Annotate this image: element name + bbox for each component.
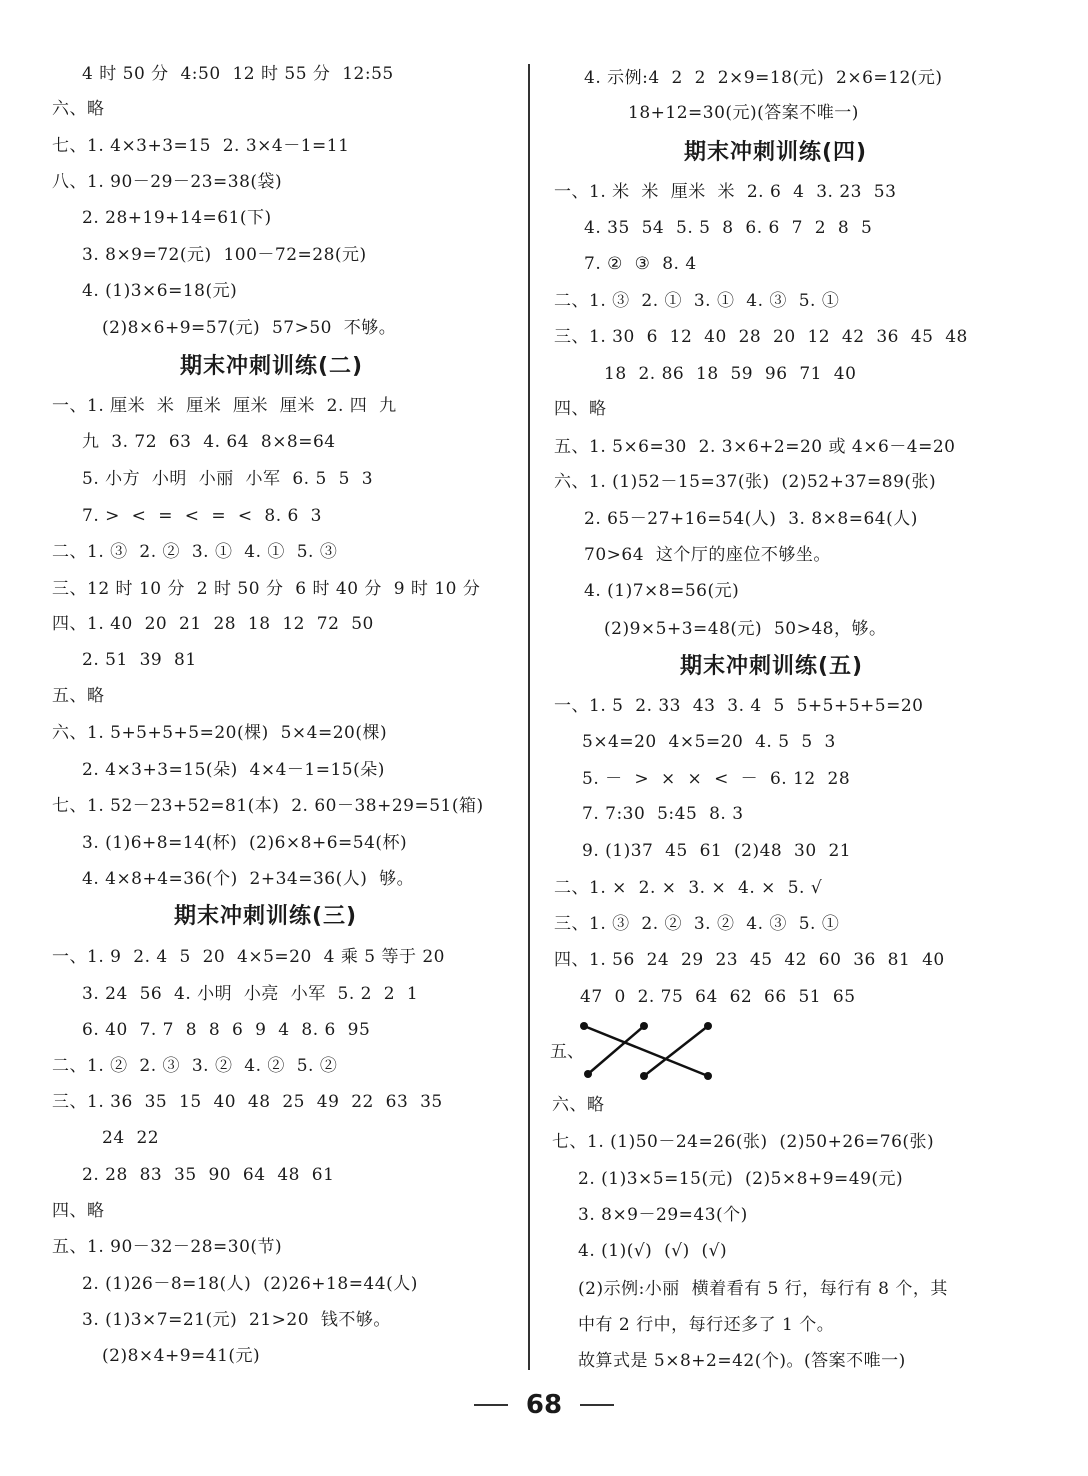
section-heading: 期末冲刺训练(三)	[174, 904, 358, 929]
answer-line: 四、1. 40 20 21 28 18 12 72 50	[52, 614, 374, 634]
answer-line: 一、1. 5 2. 33 43 3. 4 5 5+5+5+5=20	[554, 696, 924, 716]
answer-line: 4. 35 54 5. 5 8 6. 6 7 2 8 5	[584, 218, 873, 238]
answer-line: 7. 7:30 5:45 8. 3	[582, 804, 744, 824]
answer-line: (2)8×6+9=57(元) 57>50 不够。	[102, 318, 397, 338]
footer-dash	[580, 1404, 614, 1406]
answer-line: 3. 24 56 4. 小明 小亮 小军 5. 2 2 1	[82, 984, 419, 1004]
answer-line: 2. 65－27+16=54(人) 3. 8×8=64(人)	[584, 509, 918, 529]
answer-line: 4. 4×8+4=36(个) 2+34=36(人) 够。	[82, 869, 415, 889]
answer-line: 七、1. 4×3+3=15 2. 3×4－1=11	[52, 136, 350, 156]
answer-line: 中有 2 行中，每行还多了 1 个。	[578, 1315, 835, 1335]
answer-line: 七、1. 52－23+52=81(本) 2. 60－38+29=51(箱)	[52, 796, 484, 816]
answer-line: 一、1. 米 米 厘米 米 2. 6 4 3. 23 53	[554, 182, 897, 202]
match-dot	[704, 1072, 712, 1080]
answer-line: (2)8×4+9=41(元)	[102, 1346, 261, 1366]
page-number: 68	[525, 1390, 563, 1420]
matching-lines-figure	[548, 1018, 728, 1088]
answer-line: 4. (1)7×8=56(元)	[584, 581, 740, 601]
answer-line: 四、略	[52, 1201, 105, 1221]
answer-line: 五、1. 5×6=30 2. 3×6+2=20 或 4×6－4=20	[554, 437, 956, 457]
match-dot	[704, 1022, 712, 1030]
answer-line: 八、1. 90－29－23=38(袋)	[52, 172, 283, 192]
answer-line: 五、1. 90－32－28=30(节)	[52, 1237, 283, 1257]
match-dot	[640, 1072, 648, 1080]
section-heading: 期末冲刺训练(四)	[684, 140, 868, 165]
answer-line: 二、1. × 2. × 3. × 4. × 5. √	[554, 878, 823, 898]
answer-line: 5. 小方 小明 小丽 小军 6. 5 5 3	[82, 469, 374, 489]
section-heading: 期末冲刺训练(五)	[680, 654, 864, 679]
answer-line: 三、1. 30 6 12 40 28 20 12 42 36 45 48	[554, 327, 968, 347]
answer-line: 5. － > × × < － 6. 12 28	[582, 769, 851, 789]
answer-line: 18+12=30(元)(答案不唯一)	[628, 103, 859, 123]
answer-line: 24 22	[102, 1128, 160, 1148]
page-footer	[0, 1390, 1088, 1420]
answer-line: 3. 8×9=72(元) 100－72=28(元)	[82, 245, 367, 265]
answer-line: 7. > < = < = < 8. 6 3	[82, 506, 322, 526]
answer-line: 2. 51 39 81	[82, 650, 197, 670]
answer-line: 4. (1)(√) (√) (√)	[578, 1241, 728, 1261]
answer-line: 六、1. 5+5+5+5=20(棵) 5×4=20(棵)	[52, 723, 388, 743]
footer-dash	[474, 1404, 508, 1406]
answer-line: (2)9×5+3=48(元) 50>48，够。	[604, 619, 887, 639]
match-line	[588, 1026, 644, 1074]
answer-line: 4. 示例:4 2 2 2×9=18(元) 2×6=12(元)	[584, 68, 943, 88]
answer-line: 三、1. ③ 2. ② 3. ② 4. ③ 5. ①	[554, 914, 840, 934]
answer-line: (2)示例:小丽 横着看有 5 行，每行有 8 个，其	[578, 1279, 948, 1299]
match-line	[584, 1026, 708, 1076]
answer-line: 2. (1)3×5=15(元) (2)5×8+9=49(元)	[578, 1169, 904, 1189]
answer-line: 4. (1)3×6=18(元)	[82, 281, 238, 301]
answer-line: 四、1. 56 24 29 23 45 42 60 36 81 40	[554, 950, 945, 970]
answer-line: 6. 40 7. 7 8 8 6 9 4 8. 6 95	[82, 1020, 371, 1040]
match-dot	[640, 1022, 648, 1030]
column-divider	[528, 64, 530, 1370]
answer-line: 六、略	[552, 1095, 605, 1115]
match-dot	[584, 1070, 592, 1078]
answer-line: 一、1. 9 2. 4 5 20 4×5=20 4 乘 5 等于 20	[52, 947, 445, 967]
answer-line: 五、略	[52, 686, 105, 706]
match-dot	[580, 1022, 588, 1030]
answer-line: 3. 8×9－29=43(个)	[578, 1205, 748, 1225]
answer-line: 18 2. 86 18 59 96 71 40	[604, 364, 857, 384]
answer-line: 三、1. 36 35 15 40 48 25 49 22 63 35	[52, 1092, 443, 1112]
answer-line: 9. (1)37 45 61 (2)48 30 21	[582, 841, 852, 861]
answer-line: 4 时 50 分 4:50 12 时 55 分 12:55	[82, 64, 394, 84]
answer-line: 2. 4×3+3=15(朵) 4×4－1=15(朵)	[82, 760, 385, 780]
answer-line: 3. (1)6+8=14(杯) (2)6×8+6=54(杯)	[82, 833, 408, 853]
answer-line: 二、1. ③ 2. ① 3. ① 4. ③ 5. ①	[554, 291, 840, 311]
answer-line: 二、1. ② 2. ③ 3. ② 4. ② 5. ②	[52, 1056, 338, 1076]
answer-line: 47 0 2. 75 64 62 66 51 65	[580, 987, 856, 1007]
answer-line: 六、1. (1)52－15=37(张) (2)52+37=89(张)	[554, 472, 937, 492]
answer-line: 四、略	[554, 399, 607, 419]
answer-line: 二、1. ③ 2. ② 3. ① 4. ① 5. ③	[52, 542, 338, 562]
answer-line: 七、1. (1)50－24=26(张) (2)50+26=76(张)	[552, 1132, 935, 1152]
answer-line: 7. ② ③ 8. 4	[584, 254, 697, 274]
answer-line: 5×4=20 4×5=20 4. 5 5 3	[582, 732, 836, 752]
answer-line: 三、12 时 10 分 2 时 50 分 6 时 40 分 9 时 10 分	[52, 579, 481, 599]
matching-label: 五、	[550, 1042, 584, 1062]
answer-line: 故算式是 5×8+2=42(个)。(答案不唯一)	[578, 1351, 906, 1371]
answer-line: 2. 28 83 35 90 64 48 61	[82, 1165, 335, 1185]
answer-line: 2. 28+19+14=61(下)	[82, 208, 272, 228]
answer-line: 一、1. 厘米 米 厘米 厘米 厘米 2. 四 九	[52, 396, 397, 416]
answer-line: 3. (1)3×7=21(元) 21>20 钱不够。	[82, 1310, 391, 1330]
answer-line: 2. (1)26－8=18(人) (2)26+18=44(人)	[82, 1274, 418, 1294]
answer-line: 九 3. 72 63 4. 64 8×8=64	[82, 432, 336, 452]
answer-line: 六、略	[52, 99, 105, 119]
answer-line: 70>64 这个厅的座位不够坐。	[584, 545, 831, 565]
match-line	[644, 1026, 708, 1076]
section-heading: 期末冲刺训练(二)	[180, 354, 364, 379]
